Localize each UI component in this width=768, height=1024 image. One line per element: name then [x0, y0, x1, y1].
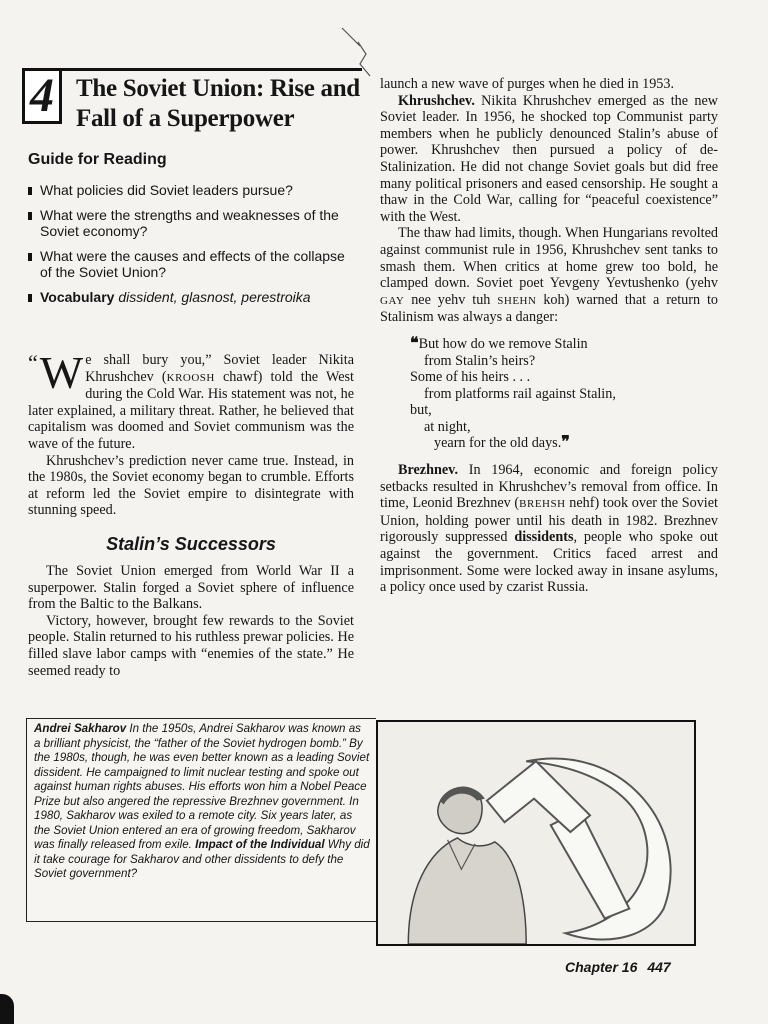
brezhnev-text-c: , people who spoke out against the government. Critics faced arrest and imprisonment. Some were locked away in insane asylums, a policy once used by czarist Russia. [380, 529, 718, 596]
thaw-text-a: The thaw had limits, though. When Hungarians revolted against communist rule in 1956, Khrushchev sent tanks to smash them. When critics at home grew too bold, he clamped down. Soviet poet Yevgeny Yevtushenko (yehv [380, 225, 718, 292]
intro-text-b: chawf) told the West during the Cold War. His statement was not, he later explained, a military threat. Rather, he believed that capitalism was doomed and Soviet communism was the wave of the future. [28, 368, 355, 452]
hammer-sickle-photo [376, 720, 696, 946]
successors-paragraph-1: The Soviet Union emerged from World War II a superpower. Stalin forged a Soviet sphere of influence from the Baltic to the Balkans. [28, 562, 354, 613]
intro-paragraph [28, 347, 355, 453]
open-quote-mark: “ [28, 350, 38, 375]
sidebar-name: Andrei Sakharov [34, 722, 127, 735]
right-column [380, 76, 718, 596]
guide-question: What policies did Soviet leaders pursue? [28, 182, 358, 198]
guide-title: Guide for Reading [28, 151, 167, 168]
khrushchev-runin-head: Khrushchev. [398, 92, 475, 109]
continued-paragraph: launch a new wave of purges when he died in 1953. [380, 76, 675, 92]
poem-line: at night, [424, 418, 471, 435]
pronunciation: GAY [380, 294, 405, 307]
sidebar-body: In the 1950s, Andrei Sakharov was known as a brilliant physicist, the “father of the Soviet hydrogen bomb.” By the 1980s, though, he was even better known as a leading Soviet dissident. He campaigned to limit nuclear testing and spoke out against human rights abuses. His efforts won him a Nobel Peace Prize but also angered the repressive Brezhnev government. In 1980, Sakharov was exiled to a remote city. Six years later, as the Soviet Union entered an era of growing freedom, Sakharov was finally released from exile. [34, 722, 370, 851]
poem-line-text: But how do we remove Stalin [418, 335, 588, 352]
brezhnev-paragraph [380, 462, 718, 596]
poem-line: but, [410, 402, 432, 419]
poem-line: Some of his heirs . . . [410, 369, 531, 386]
guide-question: What were the causes and effects of the collapse of the Soviet Union? [28, 248, 358, 280]
vocabulary-term: dissidents [514, 529, 574, 546]
section-number-box: 4 [22, 68, 62, 124]
brezhnev-runin-head: Brezhnev. [398, 462, 459, 479]
khrushchev-text: Nikita Khrushchev emerged as the new Soviet leader. In 1956, he shocked top Communist party members when he publicly denounced Stalin’s abuse of power. Khrushchev then pursued a policy of de-Stalinization. He did not change Soviet goals but did free many political prisoners and eased censorship. He sought a thaw in the Cold War, calling for “peaceful coexistence” with the West. [380, 92, 718, 225]
pronunciation: BREHSH [519, 498, 566, 511]
thaw-paragraph [380, 225, 718, 326]
brezhnev-text-a: In 1964, economic and foreign policy setbacks resulted in Khrushchev’s removal from office. In time, Leonid Brezhnev ( [380, 462, 718, 512]
pronunciation: SHEHN [497, 294, 537, 307]
poem-line: from Stalin’s heirs? [424, 352, 536, 369]
poem-line [410, 435, 718, 452]
vocabulary-item [28, 289, 358, 305]
page-number: 447 [647, 959, 671, 975]
intro-text-a: e shall bury you,” Soviet leader Nikita Khrushchev ( [85, 352, 354, 385]
header-rule [62, 68, 362, 71]
section-subheading: Stalin’s Successors [106, 533, 276, 554]
page-title: The Soviet Union: Rise and Fall of a Superpower [76, 75, 360, 132]
intro-paragraph-2: Khrushchev’s prediction never came true. Instead, in the 1980s, the Soviet economy began to crumble. Efforts at reform led the Soviet empire to disintegrate with stunning speed. [28, 452, 354, 519]
poem-quote [410, 336, 718, 452]
vocabulary-terms: dissident, glasnost, perestroika [118, 289, 311, 305]
thaw-text-b: nee yehv tuh [404, 291, 498, 308]
close-quote-icon: ❞ [561, 434, 570, 452]
sidebar-impact-label: Impact of the Individual [195, 838, 325, 851]
poem-line-text: yearn for the old days. [434, 435, 562, 452]
hammer-sickle-icon [378, 722, 694, 944]
khrushchev-paragraph [380, 93, 718, 226]
poem-line [410, 336, 718, 353]
sidebar-text [34, 722, 370, 882]
guide-questions [28, 182, 358, 314]
page-footer [565, 958, 671, 976]
chapter-label: Chapter 16 [565, 959, 638, 975]
drop-cap: W [39, 347, 84, 398]
successors-paragraph-2: Victory, however, brought few rewards to the Soviet people. Stalin returned to his ruthless prewar policies. He filled slave labor camps with “enemies of the state.” He seemed ready to [28, 612, 354, 679]
binding-shadow [0, 994, 14, 1024]
open-quote-icon: ❝ [410, 334, 419, 352]
brezhnev-text-b: nehf) took over the Soviet Union, holding power until his death in 1982. Brezhnev rigorously suppressed [380, 495, 718, 546]
guide-question: What were the strengths and weaknesses of the Soviet economy? [28, 207, 358, 239]
sidebar-question: Why did it take courage for Sakharov and other dissidents to defy the Soviet government? [34, 838, 370, 880]
left-column [28, 347, 355, 679]
thaw-text-c: koh) warned that a return to Stalinism was always a danger: [380, 291, 718, 326]
poem-line: from platforms rail against Stalin, [424, 385, 616, 402]
vocabulary-label: Vocabulary [40, 289, 115, 305]
pronunciation: KROOSH [166, 371, 215, 384]
